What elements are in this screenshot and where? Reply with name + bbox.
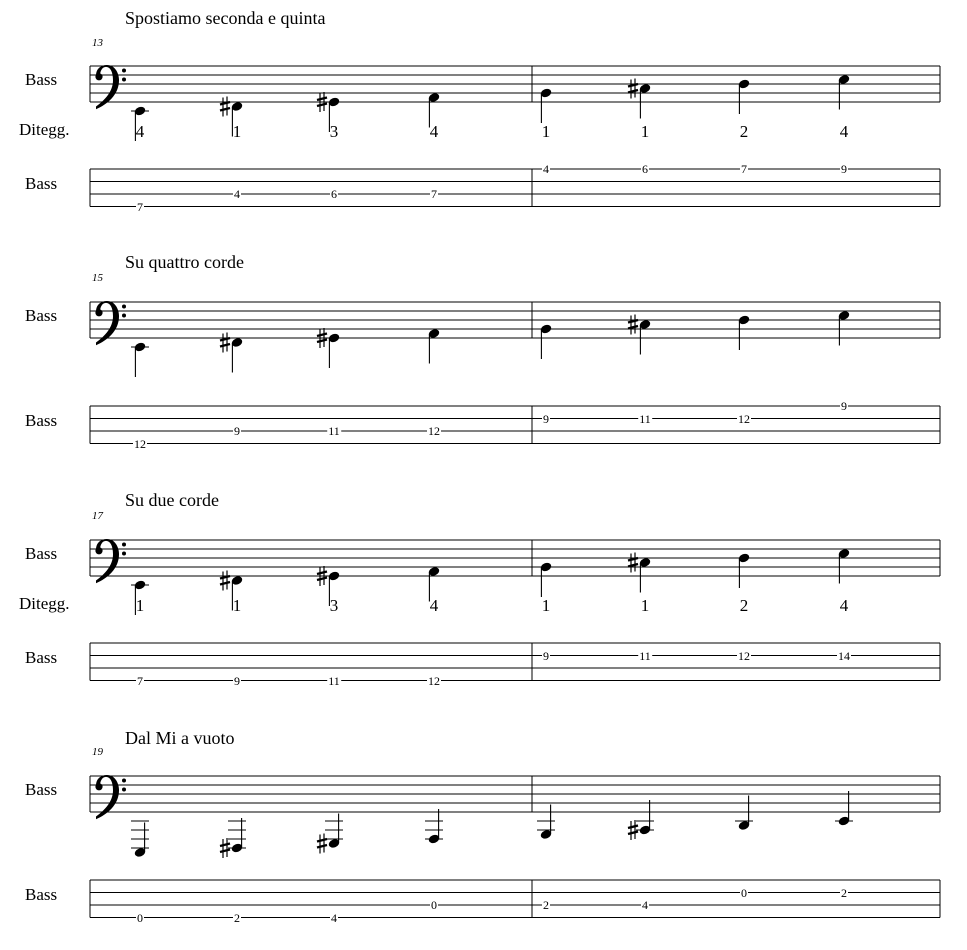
tab-fret-number: 4 [234, 187, 240, 201]
tab-fret-number: 0 [741, 885, 747, 900]
tab-fret-number: 12 [428, 424, 440, 438]
tab-fret-number: 9 [543, 648, 549, 663]
tab-fret-number: 11 [328, 673, 340, 688]
tab-fret-number: 9 [841, 399, 847, 413]
tab-label: Bass [25, 885, 58, 904]
fingering-number: 1 [640, 122, 650, 141]
sharp-icon [628, 553, 638, 573]
tab-fret-number: 2 [841, 885, 847, 900]
tab-fret-number: 4 [543, 162, 549, 176]
system-title: Dal Mi a vuoto [125, 728, 235, 748]
sharp-icon [628, 79, 638, 99]
tab-fret-number: 2 [543, 898, 549, 912]
tab-fret-number: 11 [639, 411, 651, 426]
tab-fret-number: 6 [642, 162, 648, 176]
fingering-label: Ditegg. [19, 594, 70, 613]
tab-label: Bass [25, 648, 58, 667]
tab-fret-number: 9 [841, 162, 847, 176]
sharp-icon [317, 834, 327, 854]
tab-fret-number: 7 [137, 673, 143, 688]
tab-fret-number: 9 [543, 411, 549, 426]
fingering-number: 3 [329, 122, 339, 141]
staff-label: Bass [25, 780, 58, 799]
tab-fret-number: 7 [137, 199, 143, 214]
fingering-number: 4 [429, 596, 439, 615]
sharp-icon [220, 97, 230, 117]
tab-fret-number: 0 [137, 910, 143, 925]
system-title: Su due corde [125, 490, 219, 510]
tab-label: Bass [25, 411, 58, 430]
measure-number: 19 [92, 746, 103, 758]
tab-fret-number: 12 [738, 648, 750, 663]
fingering-number: 1 [640, 596, 650, 615]
measure-number: 17 [92, 510, 103, 522]
tab-fret-number: 11 [328, 424, 340, 438]
fingering-number: 1 [232, 122, 242, 141]
tab-fret-number: 4 [331, 910, 337, 925]
fingering-number: 1 [232, 596, 242, 615]
tab-fret-number: 12 [428, 673, 440, 688]
fingering-number: 1 [135, 596, 145, 615]
staff-label: Bass [25, 544, 58, 563]
fingering-number: 1 [541, 122, 551, 141]
sharp-icon [628, 315, 638, 335]
sharp-icon [220, 333, 230, 353]
bass-clef-icon [95, 775, 126, 819]
fingering-number: 2 [739, 122, 749, 141]
tab-fret-number: 12 [134, 436, 146, 451]
measure-number: 15 [92, 272, 103, 284]
tab-fret-number: 11 [639, 648, 651, 663]
staff-label: Bass [25, 306, 58, 325]
tab-fret-number: 9 [234, 673, 240, 688]
fingering-number: 4 [135, 122, 145, 141]
tab-fret-number: 7 [741, 162, 747, 176]
fingering-number: 1 [541, 596, 551, 615]
fingering-number: 4 [429, 122, 439, 141]
fingering-label: Ditegg. [19, 120, 70, 139]
tab-label: Bass [25, 174, 58, 193]
tab-fret-number: 6 [331, 187, 337, 201]
fingering-number: 4 [839, 122, 849, 141]
tab-fret-number: 9 [234, 424, 240, 438]
bass-clef-icon [95, 301, 126, 345]
measure-number: 13 [92, 37, 103, 49]
tab-fret-number: 0 [431, 898, 437, 912]
system-title: Su quattro corde [125, 252, 244, 272]
tab-fret-number: 14 [838, 648, 850, 663]
tab-fret-number: 12 [738, 411, 750, 426]
fingering-number: 2 [739, 596, 749, 615]
staff-label: Bass [25, 70, 58, 89]
fingering-number: 3 [329, 596, 339, 615]
fingering-number: 4 [839, 596, 849, 615]
bass-clef-icon [95, 539, 126, 583]
tab-fret-number: 4 [642, 898, 648, 912]
tab-fret-number: 2 [234, 910, 240, 925]
system-title: Spostiamo seconda e quinta [125, 8, 326, 28]
sharp-icon [220, 571, 230, 591]
bass-clef-icon [95, 65, 126, 109]
tab-fret-number: 7 [431, 187, 437, 201]
